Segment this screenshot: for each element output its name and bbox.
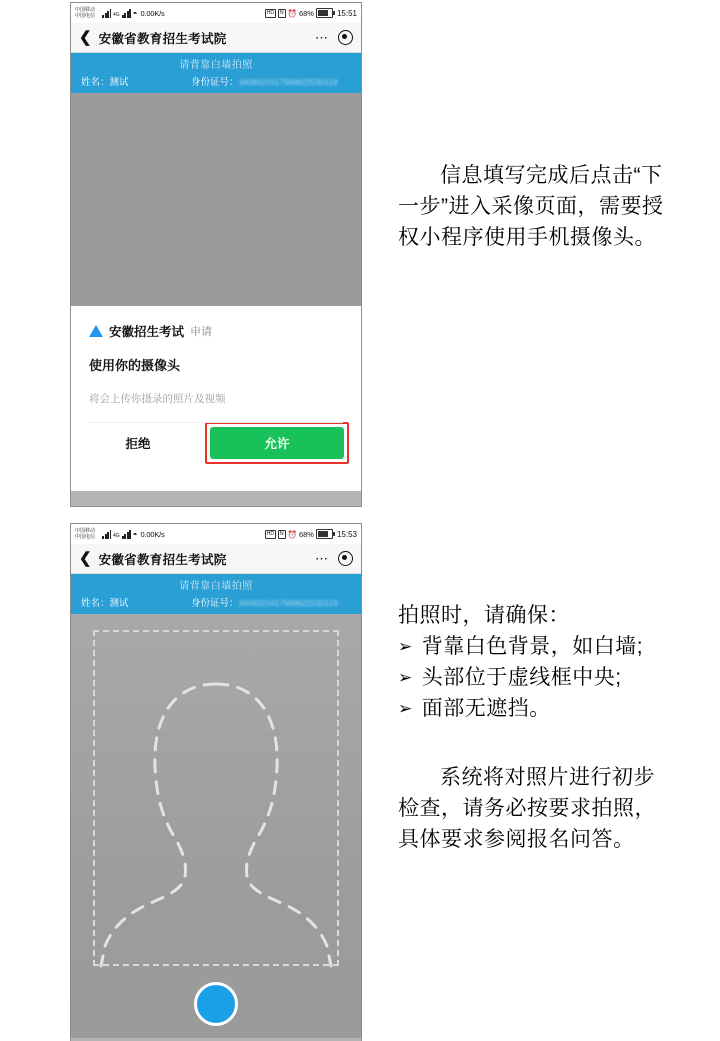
header-info-row bbox=[71, 74, 361, 88]
signal-icons-2 bbox=[102, 530, 138, 539]
phone-screenshot-camera bbox=[70, 523, 362, 1041]
dialog-divider bbox=[89, 422, 343, 423]
status-bar-2 bbox=[71, 524, 361, 544]
battery-icon-2 bbox=[316, 529, 333, 539]
permission-dialog bbox=[71, 306, 361, 491]
blue-header bbox=[71, 53, 361, 93]
target-circle-icon[interactable] bbox=[338, 30, 353, 45]
signal-bars-icon-4 bbox=[122, 530, 131, 539]
permission-buttons bbox=[71, 422, 361, 464]
status-bar-right-2 bbox=[265, 529, 357, 539]
list-item bbox=[398, 631, 688, 662]
camera-capture-area bbox=[71, 614, 361, 1038]
triangle-app-icon bbox=[89, 325, 103, 337]
id-label-2: 身份证号：3406021617968622030119 bbox=[191, 598, 338, 609]
id-value: 3406021617968622030119 bbox=[238, 77, 338, 87]
alarm-icon: ⏰ bbox=[287, 8, 297, 18]
network-type-label-2: 4G bbox=[113, 532, 120, 539]
nfc-icon: N bbox=[279, 9, 284, 16]
status-bar bbox=[71, 3, 361, 23]
refuse-button[interactable]: 拒绝 bbox=[125, 437, 151, 451]
permission-description: 将会上传你摄录的照片及视频 bbox=[89, 393, 226, 405]
apply-label: 申请 bbox=[190, 326, 213, 338]
name-label: 姓名：测试 bbox=[81, 77, 129, 88]
carrier-label: 中国移动 中国电信 bbox=[75, 7, 96, 19]
arrow-bullet-icon: ➢ bbox=[398, 699, 413, 718]
target-circle-icon-2[interactable] bbox=[338, 551, 353, 566]
wifi-icon: ◓ bbox=[132, 8, 138, 18]
id-label: 身份证号：3406021617968622030119 bbox=[191, 77, 338, 88]
back-chevron-icon-2[interactable]: ❮ bbox=[79, 550, 92, 567]
name-label-2: 姓名：测试 bbox=[81, 598, 129, 609]
header-instruction-2: 请背靠白墙拍照 bbox=[179, 581, 253, 592]
battery-percent-label: 68% bbox=[298, 8, 314, 18]
back-chevron-icon[interactable]: ❮ bbox=[79, 29, 92, 46]
list-item-label: 背靠白色背景，如白墙; bbox=[421, 635, 644, 658]
photo-requirement-list bbox=[398, 631, 688, 724]
mini-program-capsule-2 bbox=[315, 551, 353, 566]
nav-bar-2 bbox=[71, 544, 361, 574]
arrow-bullet-icon: ➢ bbox=[398, 637, 413, 656]
clock-label-2: 15:53 bbox=[336, 529, 357, 539]
list-item-label: 头部位于虚线框中央; bbox=[421, 666, 622, 689]
app-name-label: 安徽招生考试 bbox=[109, 325, 185, 339]
hd-icon: HD bbox=[266, 9, 274, 16]
note-system-check: 系统将对照片进行初步检查，请务必按要求拍照，具体要求参阅报名问答。 bbox=[398, 766, 656, 851]
blue-header-2 bbox=[71, 574, 361, 614]
page-title: 安徽省教育招生考试院 bbox=[98, 31, 227, 46]
clock-label: 15:51 bbox=[336, 8, 357, 18]
status-bar-right bbox=[265, 8, 357, 18]
more-dots-icon[interactable]: ⋯ bbox=[315, 29, 329, 45]
signal-bars-icon-3 bbox=[102, 530, 111, 539]
permission-title: 使用你的摄像头 bbox=[89, 358, 181, 373]
mini-program-capsule bbox=[315, 30, 353, 45]
more-dots-icon-2[interactable]: ⋯ bbox=[315, 550, 329, 566]
nav-bar bbox=[71, 23, 361, 53]
wifi-icon-2: ◓ bbox=[132, 529, 138, 539]
list-item bbox=[398, 662, 688, 693]
header-info-row-2 bbox=[71, 595, 361, 609]
shutter-button[interactable] bbox=[194, 982, 238, 1026]
list-item-label: 面部无遮挡。 bbox=[421, 697, 551, 720]
allow-button[interactable]: 允许 bbox=[210, 427, 344, 459]
battery-icon bbox=[316, 8, 333, 18]
alarm-icon-2: ⏰ bbox=[287, 529, 297, 539]
note-photo-requirements-title: 拍照时，请确保： bbox=[398, 604, 570, 627]
signal-bars-icon bbox=[102, 9, 111, 18]
arrow-bullet-icon: ➢ bbox=[398, 668, 413, 687]
nfc-icon-2: N bbox=[279, 530, 284, 537]
battery-percent-label-2: 68% bbox=[298, 529, 314, 539]
network-type-label: 4G bbox=[113, 11, 120, 18]
phone-screenshot-permission bbox=[70, 2, 362, 507]
hd-icon-2: HD bbox=[266, 530, 274, 537]
network-speed-label-2: 0.00K/s bbox=[140, 529, 165, 539]
id-value-2: 3406021617968622030119 bbox=[238, 598, 338, 608]
header-instruction: 请背靠白墙拍照 bbox=[179, 60, 253, 71]
carrier-label-2: 中国移动 中国电信 bbox=[75, 528, 96, 540]
head-shoulders-dashed-outline bbox=[71, 614, 361, 1038]
list-item bbox=[398, 693, 688, 724]
signal-icons bbox=[102, 9, 138, 18]
page-title-2: 安徽省教育招生考试院 bbox=[98, 552, 227, 567]
allow-button-highlight bbox=[205, 422, 349, 464]
permission-app-row bbox=[89, 322, 343, 340]
camera-preview-area bbox=[71, 93, 361, 306]
signal-bars-icon-2 bbox=[122, 9, 131, 18]
note-permission-step: 信息填写完成后点击“下一步”进入采像页面，需要授权小程序使用手机摄像头。 bbox=[398, 164, 664, 249]
note-photo-requirements bbox=[398, 600, 688, 724]
network-speed-label: 0.00K/s bbox=[140, 8, 165, 18]
